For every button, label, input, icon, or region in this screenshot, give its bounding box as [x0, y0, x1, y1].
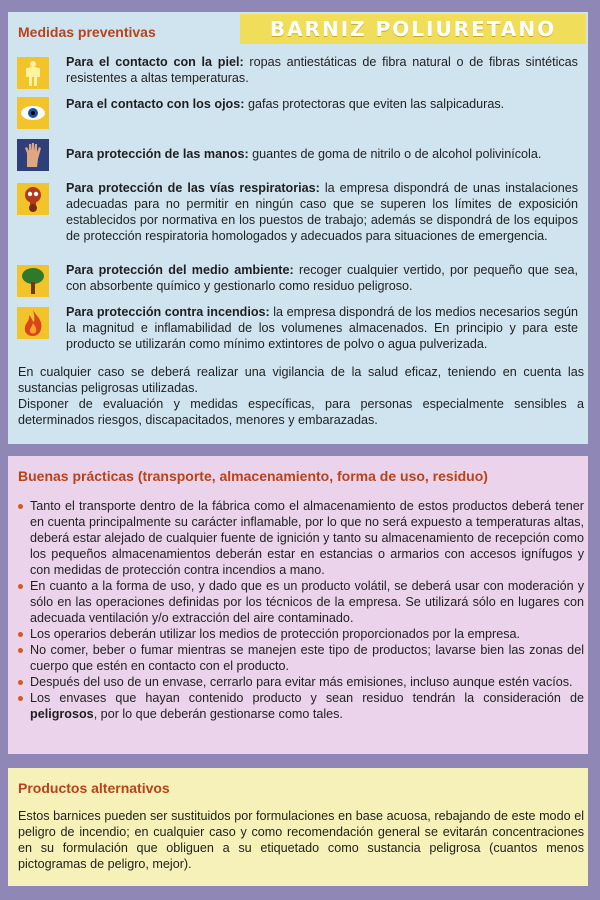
- measure-text: recoger cualquier vertido, por pequeño que sea, con absorbente químico y gestionarlo como residuo peligroso.: [66, 263, 578, 293]
- general-recommendations: [18, 364, 584, 428]
- good-practices-list: [18, 498, 584, 722]
- list-item: Después del uso de un envase, cerrarlo para evitar más emisiones, incluso aunque estén vacíos.: [18, 674, 584, 690]
- measure-title: Para protección contra incendios:: [66, 305, 270, 319]
- alternative-products-panel: [8, 768, 588, 886]
- measure-title: Para protección del medio ambiente:: [66, 263, 294, 277]
- section-title-preventive: Medidas preventivas: [18, 24, 156, 40]
- general-paragraph: Disponer de evaluación y medidas específicas, para personas especialmente sensibles a determinados riesgos, discapacitados, menores y embarazadas.: [18, 397, 584, 427]
- good-practices-panel: [8, 456, 588, 754]
- product-banner: BARNIZ POLIURETANO: [240, 14, 586, 44]
- measure-text: guantes de goma de nitrilo o de alcohol polivinícola.: [248, 147, 542, 161]
- measure-text: gafas protectoras que eviten las salpicaduras.: [244, 97, 505, 111]
- measure-text: la empresa dispondrá de los medios necesarios según la magnitud e inflamabilidad de los volumenes almacenados. En principio y para este producto se utilizarán como mínimo extintores de polvo o agua pulverizada.: [66, 305, 578, 351]
- list-item: Tanto el transporte dentro de la fábrica como el almacenamiento de estos productos deberá tener en cuenta principalmente su carácter inflamable, por lo que no será expuesto a temperaturas altas, deberá estar alejado de cualquier fuente de ignición y tanto su almacenamiento de recepción como los pequeños almacenamientos deberán estar en estancias o armarios con accesos ignífugos y con medidas de protección contra incendios a mano.: [18, 498, 584, 578]
- measure-text: ropas antiestáticas de fibra natural o de fibras sintéticas resistentes a altas temperaturas.: [66, 55, 578, 85]
- list-item: En cuanto a la forma de uso, y dado que es un producto volátil, se deberá usar con moderación y sólo en las operaciones definidas por los técnicos de la empresa. Se utilizará sólo en lugares con adecuada ventilación y/o extracción del aire contaminado.: [18, 578, 584, 626]
- list-item: Los envases que hayan contenido producto y sean residuo tendrán la consideración de peligrosos, por lo que deberán gestionarse como tales.: [18, 690, 584, 722]
- section-title-alternatives: Productos alternativos: [18, 780, 170, 796]
- eye-icon: [16, 96, 50, 130]
- preventive-measures-panel: [8, 12, 588, 444]
- person-icon: [16, 56, 50, 90]
- alternatives-text: Estos barnices pueden ser sustituidos por formulaciones en base acuosa, rebajando de este modo el peligro de incendio; en cualquier caso y como recomendación general se evitarán concentraciones en su formulación que obliguen a su etiquetado como sustancia peligrosa (cuantos menos pictogramas de peligro, mejor).: [18, 809, 584, 871]
- tree-icon: [16, 264, 50, 298]
- measure-title: Para el contacto con los ojos:: [66, 97, 245, 111]
- list-item: Los operarios deberán utilizar los medios de protección proporcionados por la empresa.: [18, 626, 584, 642]
- general-paragraph: En cualquier caso se deberá realizar una vigilancia de la salud eficaz, teniendo en cuenta las sustancias peligrosas utilizadas.: [18, 365, 584, 395]
- list-item: No comer, beber o fumar mientras se manejen este tipo de productos; lavarse bien las zonas del cuerpo que estén en contacto con el producto.: [18, 642, 584, 674]
- measure-title: Para protección de las manos:: [66, 147, 249, 161]
- gas-mask-icon: [16, 182, 50, 216]
- measure-title: Para protección de las vías respiratorias:: [66, 181, 320, 195]
- hand-icon: [16, 138, 50, 172]
- flame-icon: [16, 306, 50, 340]
- measure-title: Para el contacto con la piel:: [66, 55, 244, 69]
- section-title-good-practices: Buenas prácticas (transporte, almacenamiento, forma de uso, residuo): [18, 468, 488, 484]
- measure-text: la empresa dispondrá de unas instalaciones adecuadas para no permitir en ningún caso que se superen los límites de exposición establecidos por normativa en los puestos de trabajo; además se dispondrá de los equipos de protección respiratoria homologados y adecuados para situaciones de emergencia.: [66, 181, 579, 243]
